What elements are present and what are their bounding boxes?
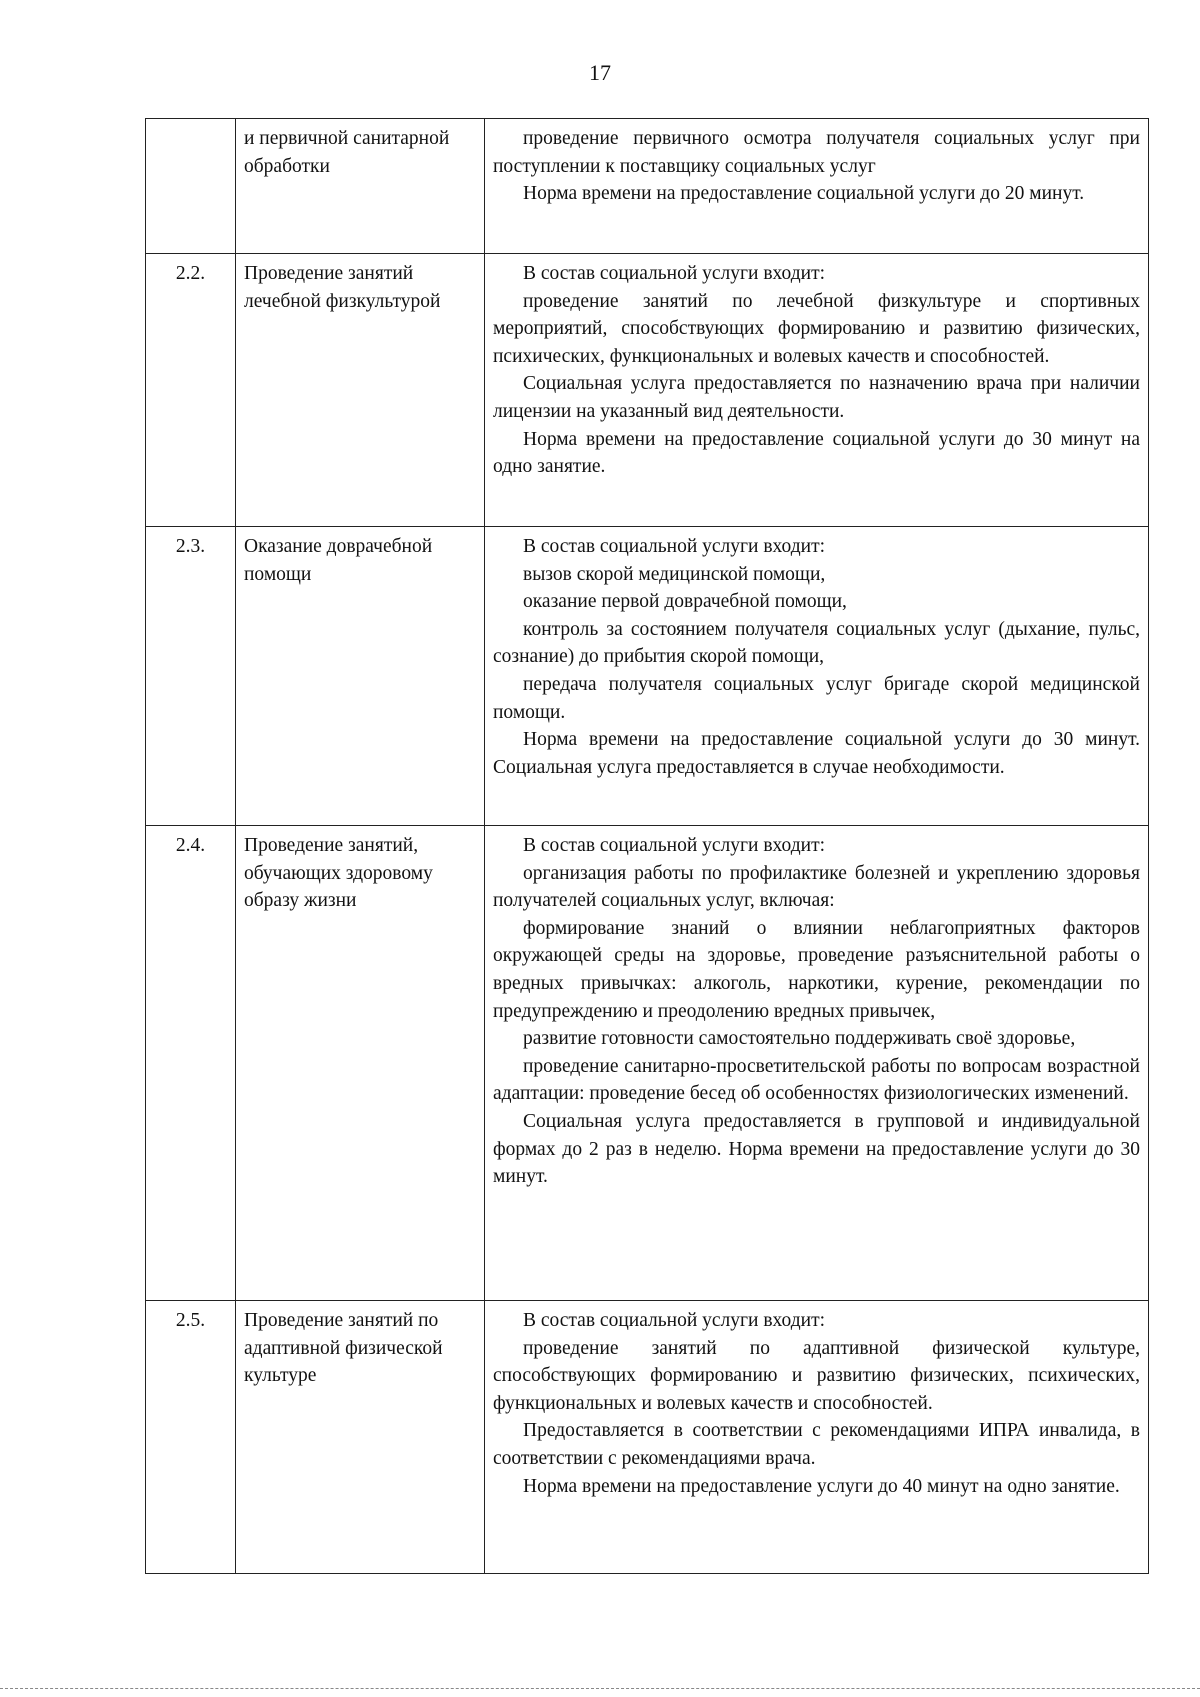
- service-name: Проведение занятий по адаптивной физической культуре: [236, 1301, 485, 1574]
- service-description: [485, 254, 1149, 527]
- description-paragraph: Норма времени на предоставление услуги до 40 минут на одно занятие.: [523, 1475, 1120, 1497]
- row-number: 2.3.: [146, 527, 236, 826]
- table-row: [146, 119, 1149, 254]
- description-paragraph: Социальная услуга предоставляется в групповой и индивидуальной формах до 2 раз в неделю. Норма времени на предоставление услуги до 30 минут.: [493, 1110, 1140, 1188]
- table-row: [146, 826, 1149, 1301]
- page-number: 17: [589, 60, 611, 85]
- table-row: [146, 254, 1149, 527]
- service-name: и первичной санитарной обработки: [236, 119, 485, 254]
- service-description: [485, 1301, 1149, 1574]
- description-paragraph: Социальная услуга предоставляется по назначению врача при наличии лицензии на указанный вид деятельности.: [493, 373, 1140, 422]
- description-paragraph: Норма времени на предоставление социальной услуги до 30 минут на одно занятие.: [493, 428, 1140, 478]
- services-table: [145, 118, 1149, 1574]
- description-paragraph: Норма времени на предоставление социальной услуги до 20 минут.: [523, 183, 1085, 205]
- description-paragraph: вызов скорой медицинской помощи,: [523, 563, 826, 585]
- description-paragraph: развитие готовности самостоятельно поддерживать своё здоровье,: [523, 1028, 1076, 1050]
- row-number: 2.5.: [146, 1301, 236, 1574]
- row-number: 2.4.: [146, 826, 236, 1301]
- service-description: [485, 527, 1149, 826]
- service-name: Проведение занятий, обучающих здоровому образу жизни: [236, 826, 485, 1301]
- row-number: 2.2.: [146, 254, 236, 527]
- description-paragraph: передача получателя социальных услуг бригаде скорой медицинской помощи.: [493, 673, 1140, 723]
- description-paragraph: В состав социальной услуги входит:: [523, 835, 826, 856]
- description-paragraph: проведение санитарно-просветительской работы по вопросам возрастной адаптации: проведение бесед об особенностях физиологических изменений.: [493, 1055, 1140, 1105]
- service-description: [485, 119, 1149, 254]
- service-name: Оказание доврачебной помощи: [236, 527, 485, 826]
- description-paragraph: проведение первичного осмотра получателя социальных услуг при поступлении к поставщику социальных услуг: [493, 128, 1140, 177]
- service-name: Проведение занятий лечебной физкультурой: [236, 254, 485, 527]
- description-paragraph: проведение занятий по адаптивной физической культуре, способствующих формированию и развитию физических, психических, функциональных и волевых качеств и способностей.: [493, 1337, 1140, 1414]
- description-paragraph: контроль за состоянием получателя социальных услуг (дыхание, пульс, сознание) до прибытия скорой помощи,: [493, 618, 1140, 668]
- description-paragraph: Предоставляется в соответствии с рекомендациями ИПРА инвалида, в соответствии с рекомендациями врача.: [493, 1420, 1140, 1469]
- description-paragraph: В состав социальной услуги входит:: [523, 536, 826, 557]
- description-paragraph: организация работы по профилактике болезней и укреплению здоровья получателей социальных услуг, включая:: [493, 862, 1140, 912]
- description-paragraph: Норма времени на предоставление социальной услуги до 30 минут. Социальная услуга предоставляется в случае необходимости.: [493, 729, 1140, 778]
- description-paragraph: проведение занятий по лечебной физкультуре и спортивных мероприятий, способствующих формированию и развитию физических, психических, функциональных и волевых качеств и способностей.: [493, 290, 1140, 367]
- description-paragraph: В состав социальной услуги входит:: [523, 1310, 826, 1331]
- page-bottom-rule: [0, 1688, 1200, 1689]
- table-row: [146, 527, 1149, 826]
- service-description: [485, 826, 1149, 1301]
- description-paragraph: формирование знаний о влиянии неблагоприятных факторов окружающей среды на здоровье, проведение разъяснительной работы о вредных привычках: алкоголь, наркотики, курение, рекомендации по предупреждению и преодолению вредных привычек,: [493, 917, 1140, 1022]
- description-paragraph: В состав социальной услуги входит:: [523, 263, 826, 284]
- description-paragraph: оказание первой доврачебной помощи,: [523, 591, 847, 613]
- table-row: [146, 1301, 1149, 1574]
- row-number: [146, 119, 236, 254]
